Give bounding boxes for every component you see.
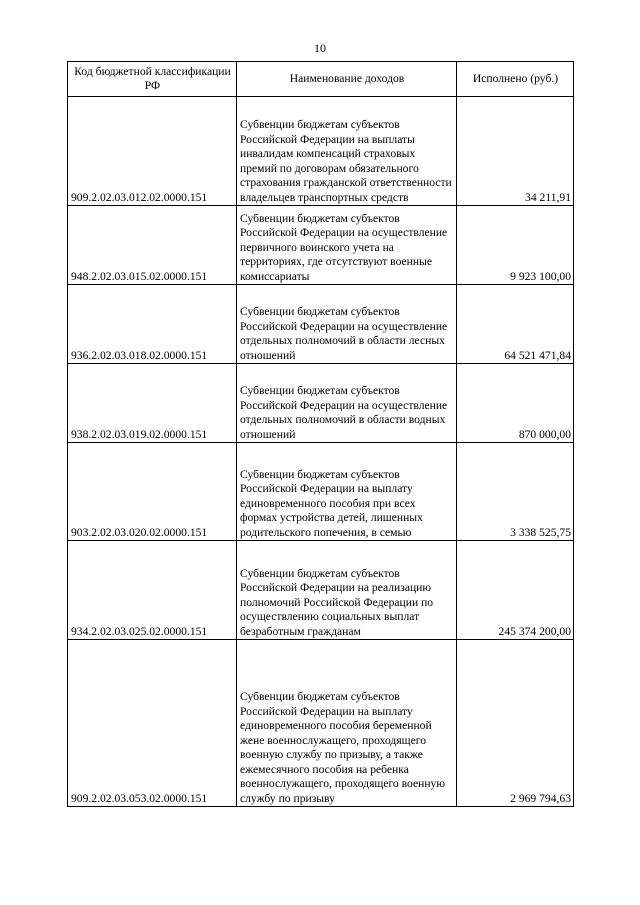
row-amount: 9 923 100,00 bbox=[457, 206, 574, 285]
table-row bbox=[68, 97, 574, 206]
header-name: Наименование доходов bbox=[237, 62, 457, 97]
table-row bbox=[68, 640, 574, 807]
row-amount: 870 000,00 bbox=[457, 364, 574, 443]
header-amount: Исполнено (руб.) bbox=[457, 62, 574, 97]
table-row bbox=[68, 541, 574, 640]
table-row bbox=[68, 364, 574, 443]
header-code: Код бюджетной классификации РФ bbox=[68, 62, 237, 97]
row-name: Субвенции бюджетам субъектов Российской Федерации на осуществление отдельных полномочий в области водных отношений bbox=[237, 364, 457, 443]
row-name: Субвенции бюджетам субъектов Российской Федерации на осуществление отдельных полномочий в области лесных отношений bbox=[237, 285, 457, 364]
row-name: Субвенции бюджетам субъектов Российской Федерации на реализацию полномочий Российской Федерации по осуществлению социальных выплат безработным гражданам bbox=[237, 541, 457, 640]
row-code: 909.2.02.03.053.02.0000.151 bbox=[68, 640, 237, 807]
table-row bbox=[68, 285, 574, 364]
row-name: Субвенции бюджетам субъектов Российской Федерации на выплату единовременного пособия при всех формах устройства детей, лишенных родительского попечения, в семью bbox=[237, 443, 457, 541]
table-row bbox=[68, 206, 574, 285]
row-code: 948.2.02.03.015.02.0000.151 bbox=[68, 206, 237, 285]
table-row bbox=[68, 443, 574, 541]
revenue-table bbox=[67, 61, 574, 807]
row-amount: 64 521 471,84 bbox=[457, 285, 574, 364]
page-number: 10 bbox=[314, 41, 326, 55]
row-amount: 245 374 200,00 bbox=[457, 541, 574, 640]
row-code: 938.2.02.03.019.02.0000.151 bbox=[68, 364, 237, 443]
row-amount: 3 338 525,75 bbox=[457, 443, 574, 541]
row-name: Субвенции бюджетам субъектов Российской Федерации на выплаты инвалидам компенсаций страховых премий по договорам обязательного страхования гражданской ответственности владельцев транспортных средств bbox=[237, 97, 457, 206]
row-name: Субвенции бюджетам субъектов Российской Федерации на осуществление первичного воинского учета на территориях, где отсутствуют военные комиссариаты bbox=[237, 206, 457, 285]
row-code: 934.2.02.03.025.02.0000.151 bbox=[68, 541, 237, 640]
table-header-row bbox=[68, 62, 574, 97]
row-amount: 34 211,91 bbox=[457, 97, 574, 206]
row-code: 936.2.02.03.018.02.0000.151 bbox=[68, 285, 237, 364]
row-code: 903.2.02.03.020.02.0000.151 bbox=[68, 443, 237, 541]
row-amount: 2 969 794,63 bbox=[457, 640, 574, 807]
row-code: 909.2.02.03.012.02.0000.151 bbox=[68, 97, 237, 206]
row-name: Субвенции бюджетам субъектов Российской Федерации на выплату единовременного пособия беременной жене военнослужащего, проходящего военную службу по призыву, а также ежемесячного пособия на ребенка военнослужащего, проходящего военную службу по призыву bbox=[237, 640, 457, 807]
